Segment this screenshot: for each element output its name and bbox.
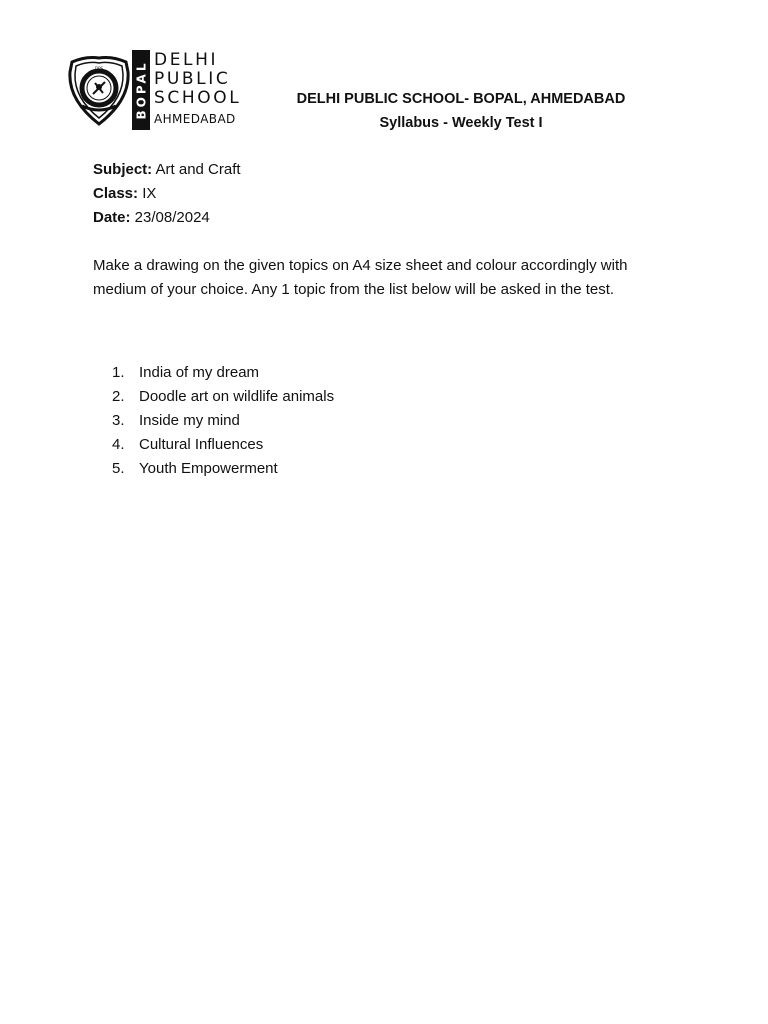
list-item-number: 1.: [112, 364, 125, 381]
logo-line-school: SCHOOL: [154, 88, 242, 108]
logo-line-city: AHMEDABAD: [154, 112, 236, 126]
crest-text: DPS: [94, 66, 104, 71]
list-item-text: Inside my mind: [139, 412, 240, 429]
list-item-number: 3.: [112, 412, 125, 429]
list-item: [112, 409, 334, 433]
logo-wordmark: [154, 51, 241, 129]
date-row: [93, 206, 241, 230]
test-details: [93, 158, 241, 230]
logo-line-public: PUBLIC: [154, 69, 231, 89]
logo-line-delhi: DELHI: [154, 50, 219, 70]
class-row: [93, 182, 241, 206]
date-label: Date:: [93, 209, 131, 226]
list-item-number: 5.: [112, 460, 125, 477]
list-item-text: Youth Empowerment: [139, 460, 278, 477]
class-value: IX: [138, 185, 157, 202]
list-item-number: 2.: [112, 388, 125, 405]
document-header: [260, 87, 662, 135]
school-logo: [66, 50, 242, 132]
list-item: [112, 361, 334, 385]
instructions-paragraph: Make a drawing on the given topics on A4 size sheet and colour accordingly with medium of your choice. Any 1 topic from the list below will be asked in the test.: [93, 257, 628, 298]
school-name-heading: DELHI PUBLIC SCHOOL- BOPAL, AHMEDABAD: [296, 91, 626, 107]
list-item: [112, 385, 334, 409]
list-item: [112, 457, 334, 481]
date-value: 23/08/2024: [130, 209, 210, 226]
subject-value: Art and Craft: [152, 161, 241, 178]
topic-list: [112, 361, 334, 481]
subject-label: Subject:: [93, 161, 153, 178]
list-item-text: Doodle art on wildlife animals: [139, 388, 335, 405]
class-label: Class:: [93, 185, 139, 202]
document-title: Syllabus - Weekly Test I: [379, 115, 543, 131]
list-item-text: India of my dream: [139, 364, 260, 381]
logo-side-text: BOPAL: [134, 60, 149, 120]
list-item-number: 4.: [112, 436, 125, 453]
logo-side-bar: [132, 50, 150, 130]
subject-row: [93, 158, 241, 182]
list-item: [112, 433, 334, 457]
school-crest-icon: [66, 56, 132, 126]
list-item-text: Cultural Influences: [139, 436, 264, 453]
